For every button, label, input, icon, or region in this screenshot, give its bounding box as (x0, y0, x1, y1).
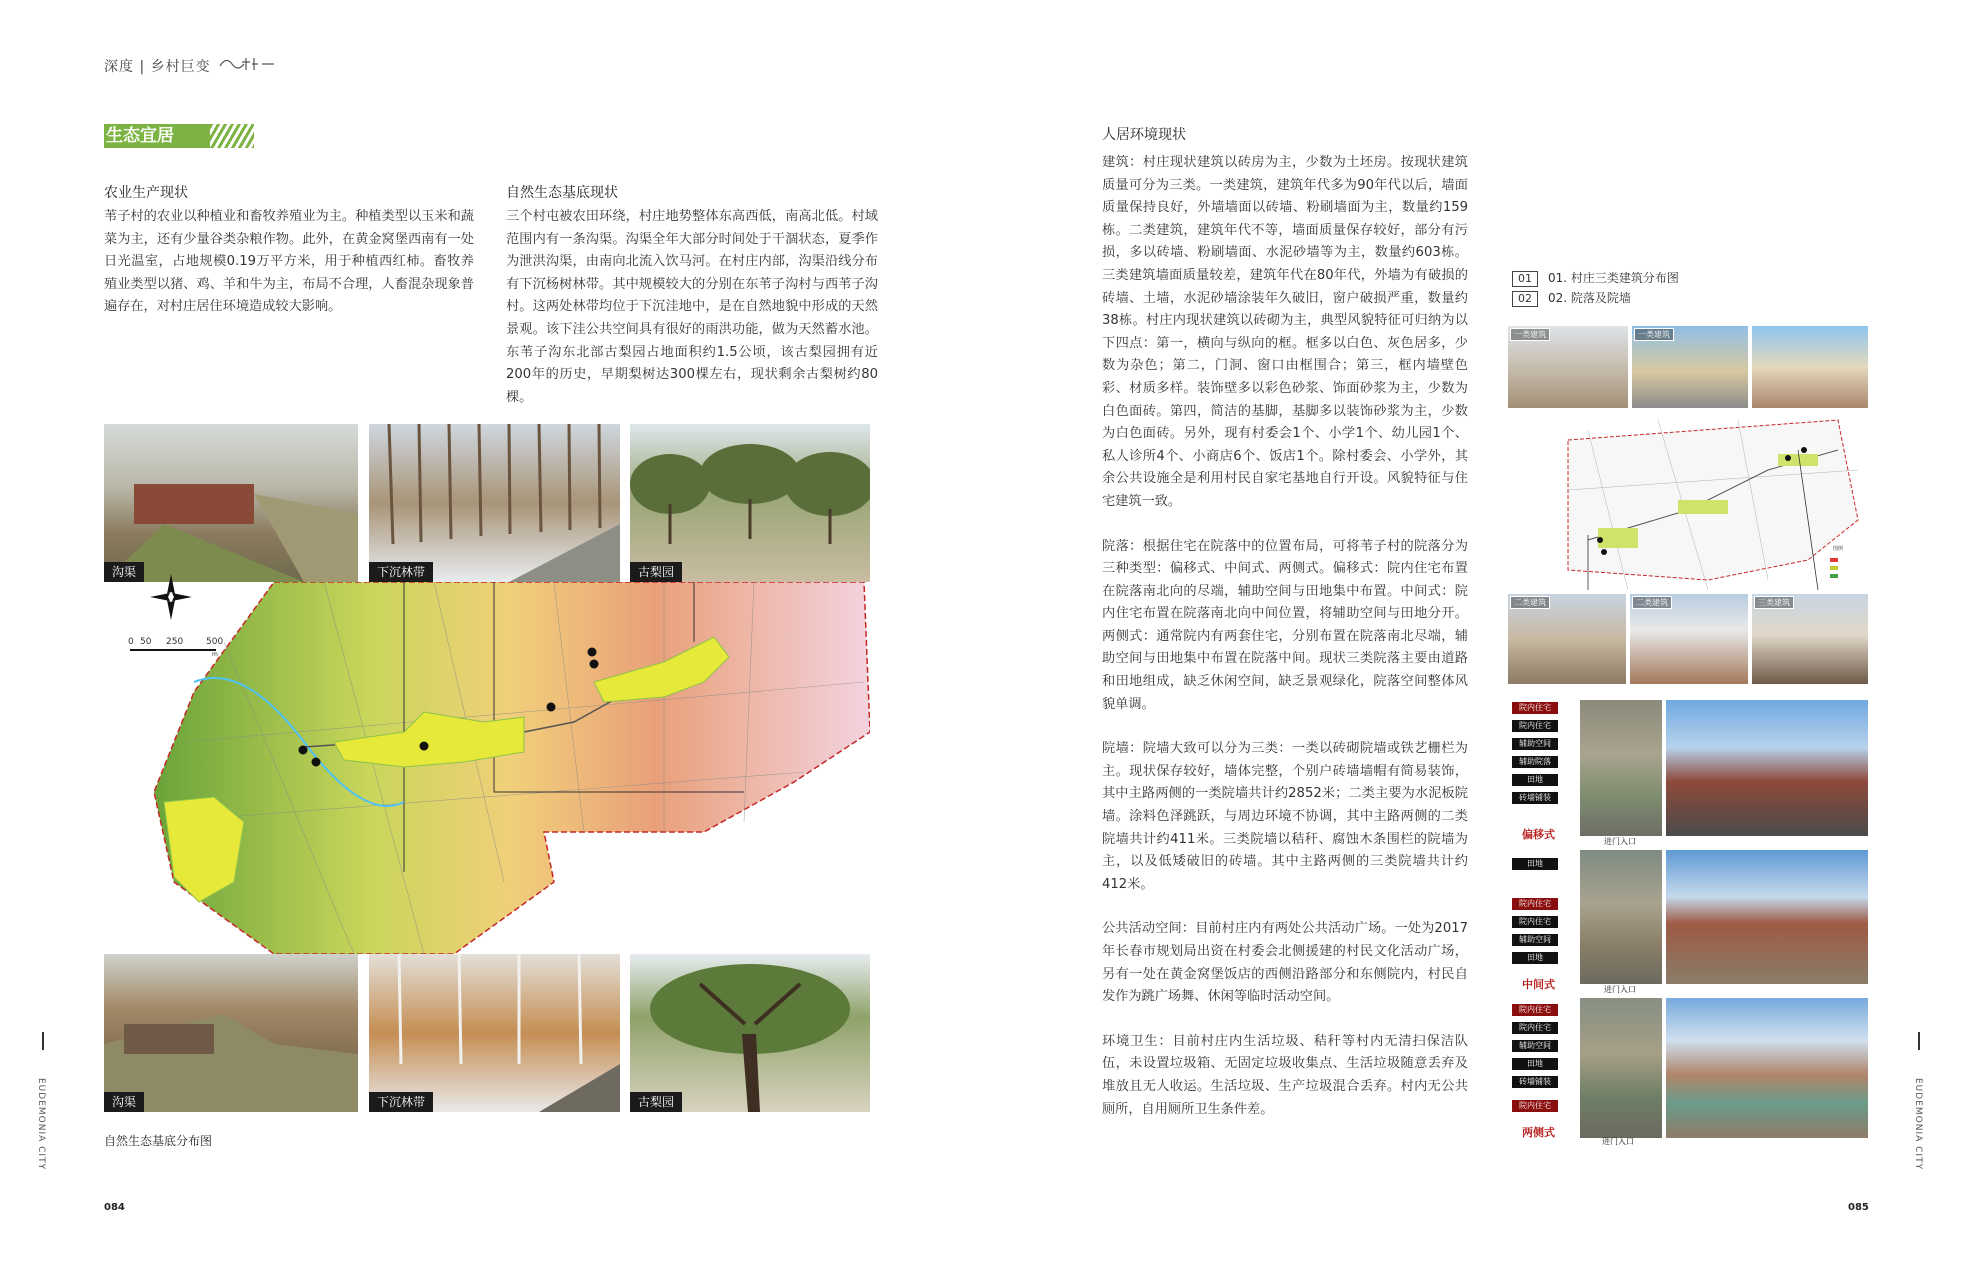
legend-num: 01 (1512, 271, 1538, 287)
photo-canal-bottom (104, 954, 358, 1112)
scale-tick: 50 (140, 637, 152, 647)
building-label: 一类建筑 (1634, 328, 1674, 341)
photo-caption: 沟渠 (104, 562, 144, 582)
photo-pear-orchard-bottom (630, 954, 870, 1112)
living-env-heading: 人居环境现状 (1102, 127, 1186, 143)
photo-sunken-forest-top (369, 424, 620, 582)
living-env-text (1102, 152, 1468, 1121)
building-distribution-map (1508, 410, 1868, 594)
walls-paragraph: 院墙：院墙大致可以分为三类：一类以砖砌院墙或铁艺栅栏为主。现状保存较好，墙体完整，个别户砖墙墙帽有简易装饰，其中主路两侧的一类院墙共计约2852米；二类主要为水泥板院墙。涂料色泽跳跃，与周边环境不协调，其中主路两侧的二类院墙共计约411米。三类院墙以秸秆、腐蚀木条围栏的院墙为主，以及低矮破旧的砖墙。其中主路两侧的三类院墙共计约412米。 (1102, 741, 1468, 892)
section-title: 生态宜居 (104, 124, 254, 148)
agri-heading: 农业生产现状 (104, 185, 188, 201)
legend-num: 02 (1512, 291, 1538, 307)
entrance-label: 进门入口 (1602, 1137, 1634, 1146)
aerial-offset (1580, 700, 1662, 836)
courtyard-type-label: 中间式 (1522, 978, 1555, 991)
photo-caption: 沟渠 (104, 1092, 144, 1112)
agri-body: 苇子村的农业以种植业和畜牧养殖业为主。种植类型以玉米和蔬菜为主，还有少量谷类杂粮作物。此外，在黄金窝堡西南有一处日光温室，占地规模0.19万平方米，用于种植西红柿。畜牧养殖业类型以猪、鸡、羊和牛为主，布局不合理，人畜混杂现象普遍存在，对村庄居住环境造成较大影响。 (104, 209, 474, 315)
photo-caption: 下沉林带 (369, 1092, 433, 1112)
scale-tick: 250 (166, 637, 184, 647)
courtyard-tag: 田地 (1512, 858, 1558, 870)
photo-building-top-1 (1508, 326, 1628, 408)
courtyard-tag: 院内住宅 (1512, 916, 1558, 928)
figure-legend (1512, 270, 1679, 310)
running-header: 深度 | 乡村巨变 (104, 59, 211, 75)
courtyard-tag: 院内住宅 (1512, 898, 1558, 910)
svg-text:图例: 图例 (1833, 546, 1844, 552)
side-label: EUDEMONIA CITY (1913, 1078, 1923, 1171)
courtyard-tag: 院内住宅 (1512, 702, 1558, 714)
photo-caption: 下沉林带 (369, 562, 433, 582)
building-label: 一类建筑 (1510, 328, 1550, 341)
header-logo (218, 54, 276, 74)
sanitation-paragraph: 环境卫生：目前村庄内生活垃圾、秸秆等村内无清扫保洁队伍，未设置垃圾箱、无固定垃圾收集点、生活垃圾随意丢弃及堆放且无人收运。生活垃圾、生产垃圾混合丢弃。村内无公共厕所，自用厕所卫生条件差。 (1102, 1033, 1468, 1117)
entrance-label: 进门入口 (1604, 837, 1636, 846)
aerial-both-sides (1580, 998, 1662, 1138)
photo-sunken-forest-bottom (369, 954, 620, 1112)
eco-body: 三个村屯被农田环绕，村庄地势整体东高西低，南高北低。村域范围内有一条沟渠。沟渠全年大部分时间处于干涸状态，夏季作为泄洪沟渠，由南向北流入饮马河。在村庄内部，沟渠沿线分布有下沉杨树林带。其中规模较大的分别在东苇子沟村与西苇子沟村。这两处林带均位于下沉洼地中，是在自然地貌中形成的天然景观。该下洼公共空间具有很好的雨洪功能，做为天然蓄水池。东苇子沟东北部古梨园占地面积约1.5公顷，该古梨园拥有近200年的历史，早期梨树达300棵左右，现状剩余古梨树约80棵。 (506, 209, 878, 405)
courtyard-tag: 砖墙铺装 (1512, 1076, 1558, 1088)
courtyard-tag: 院内住宅 (1512, 1100, 1558, 1112)
legend-label: 01. 村庄三类建筑分布图 (1548, 271, 1679, 285)
courtyard-tag: 田地 (1512, 1058, 1558, 1070)
scale-bar (128, 637, 224, 658)
photo-courtyard-both-sides (1666, 998, 1868, 1138)
scale-tick: 0 (128, 637, 134, 647)
eco-heading: 自然生态基底现状 (506, 185, 618, 201)
figure-caption: 自然生态基底分布图 (104, 1134, 213, 1148)
photo-courtyard-offset (1666, 700, 1868, 836)
page-number: 084 (104, 1202, 125, 1213)
building-label: 二类建筑 (1632, 596, 1672, 609)
photo-courtyard-middle (1666, 850, 1868, 984)
legend-label: 02. 院落及院墙 (1548, 291, 1631, 305)
page-number: 085 (1848, 1202, 1869, 1213)
courtyard-type-label: 偏移式 (1522, 828, 1555, 841)
buildings-paragraph: 建筑：村庄现状建筑以砖房为主，少数为土坯房。按现状建筑质量可分为三类。一类建筑，建筑年代多为90年代以后，墙面质量保持良好，外墙墙面以砖墙、粉刷墙面为主，数量约159栋。二类建筑，建筑年代不等，墙面质量保存较好，部分有污损，多以砖墙、粉刷墙面、水泥砂墙等为主，数量约603栋。三类建筑墙面质量较差，建筑年代在80年代，外墙为有破损的砖墙、土墙，水泥砂墙涂装年久破旧，窗户破损严重，数量约38栋。村庄内现状建筑以砖砌为主，典型风貌特征可归纳为以下四点：第一，横向与纵向的框。框多以白色、灰色居多，少数为杂色；第二，门洞、窗口由框围合；第三，框内墙壁色彩、材质多样。装饰壁多以彩色砂浆、饰面砂浆为主，少数为白色面砖。第四，简洁的基脚，基脚多以装饰砂浆为主，少数为白色面砖。另外，现有村委会1个、小学1个、幼儿园1个、私人诊所4个、小商店6个、饭店1个。除村委会、小学外，其余公共设施全是利用村民自家宅基地自行开设。风貌特征与住宅建筑一致。 (1102, 155, 1468, 509)
legend-item (1512, 290, 1679, 310)
photo-building-bottom-2 (1630, 594, 1748, 684)
photo-building-bottom-1 (1508, 594, 1626, 684)
photo-building-top-3 (1752, 326, 1868, 408)
photo-pear-orchard-top (630, 424, 870, 582)
courtyard-tag: 辅助空间 (1512, 934, 1558, 946)
photo-caption: 古梨园 (630, 562, 682, 582)
courtyard-tag: 院内住宅 (1512, 1022, 1558, 1034)
building-label: 三类建筑 (1754, 596, 1794, 609)
courtyard-tag: 辅助院落 (1512, 756, 1558, 768)
scale-tick: 500 (206, 637, 224, 647)
scale-unit: m (212, 651, 218, 658)
courtyard-paragraph: 院落：根据住宅在院落中的位置布局，可将苇子村的院落分为三种类型：偏移式、中间式、两侧式。偏移式：院内住宅布置在院落南北向的尽端，辅助空间与田地集中布置。中间式：院内住宅布置在院落南北向中间位置，将辅助空间与田地分开。两侧式：通常院内有两套住宅，分别布置在院落南北尽端，辅助空间与田地集中布置在院落中间。现状三类院落主要由道路和田地组成，缺乏休闲空间，缺乏景观绿化，院落空间整体风貌单调。 (1102, 538, 1468, 712)
legend-item (1512, 270, 1679, 290)
courtyard-tag: 辅助空间 (1512, 1040, 1558, 1052)
photo-caption: 古梨园 (630, 1092, 682, 1112)
courtyard-tag: 院内住宅 (1512, 720, 1558, 732)
photo-canal-top (104, 424, 358, 582)
courtyard-tag: 院内住宅 (1512, 1004, 1558, 1016)
photo-building-top-2 (1632, 326, 1748, 408)
courtyard-type-label: 两侧式 (1522, 1126, 1555, 1139)
section-title-stripes (210, 124, 254, 148)
courtyard-tag: 砖墙铺装 (1512, 792, 1558, 804)
courtyard-tag: 辅助空间 (1512, 738, 1558, 750)
building-label: 二类建筑 (1510, 596, 1550, 609)
side-label: EUDEMONIA CITY (36, 1078, 46, 1171)
side-divider (42, 1032, 44, 1050)
public-space-paragraph: 公共活动空间：目前村庄内有两处公共活动广场。一处为2017年长春市规划局出资在村委会北侧援建的村民文化活动广场，另有一处在黄金窝堡饭店的西侧沿路部分和东侧院内，村民自发作为跳广场舞、休闲等临时活动空间。 (1102, 921, 1468, 1005)
entrance-label: 进门入口 (1604, 985, 1636, 994)
aerial-middle (1580, 850, 1662, 984)
photo-building-bottom-3 (1752, 594, 1868, 684)
side-divider (1918, 1032, 1920, 1050)
north-arrow-icon (148, 572, 194, 622)
courtyard-tag: 田地 (1512, 952, 1558, 964)
courtyard-tag: 田地 (1512, 774, 1558, 786)
